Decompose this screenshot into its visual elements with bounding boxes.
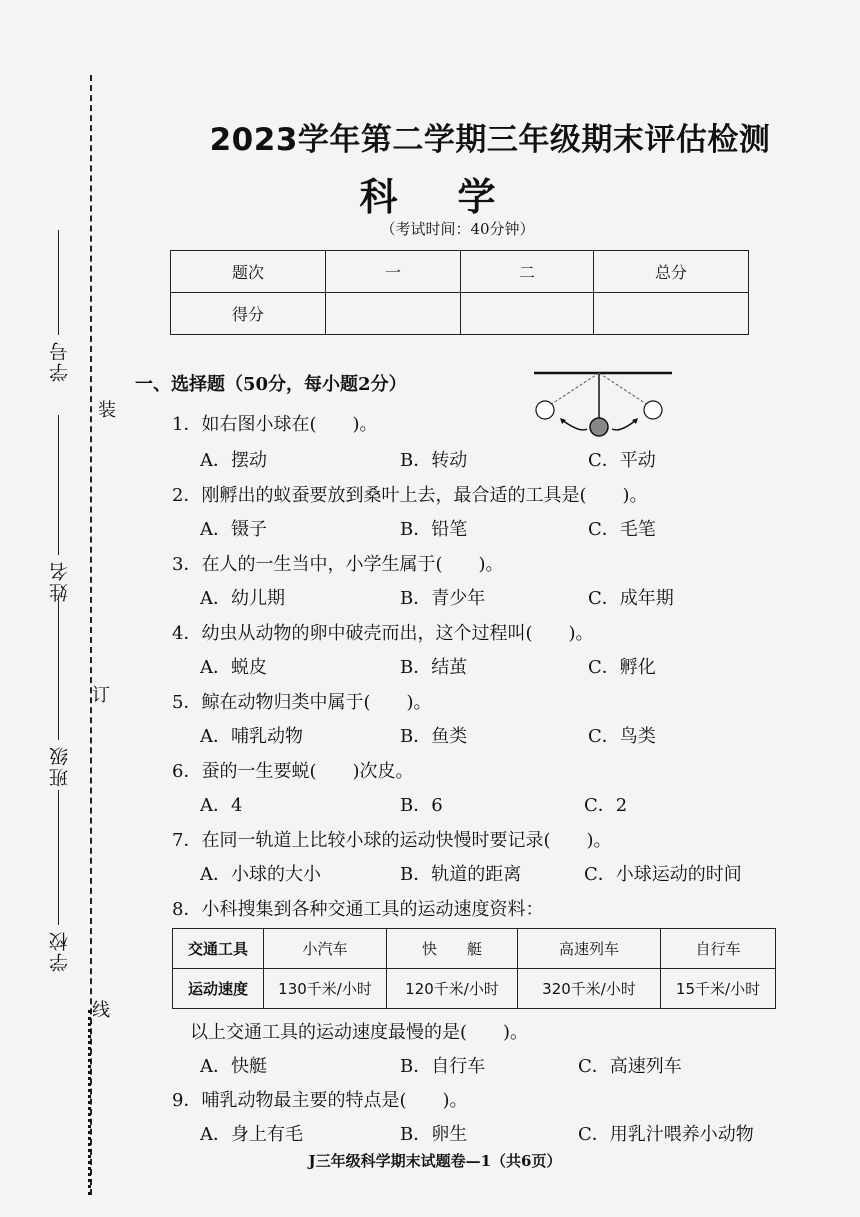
question-8-prompt: 以上交通工具的运动速度最慢的是( )。: [190, 1022, 529, 1043]
question-5-stem: 5．鲸在动物归类中属于( )。: [172, 692, 432, 713]
exam-time: （考试时间：40分钟）: [380, 220, 535, 238]
question-1-stem: 1．如右图小球在( )。: [172, 414, 378, 435]
question-7-option-a[interactable]: A．小球的大小: [200, 864, 321, 885]
pendulum-figure: [532, 365, 674, 440]
question-6-option-c[interactable]: C．2: [584, 795, 628, 816]
question-3-stem: 3．在人的一生当中，小学生属于( )。: [172, 554, 504, 575]
question-9-option-b[interactable]: B．卵生: [400, 1124, 468, 1145]
exam-title: 2023学年第二学期三年级期末评估检测: [209, 122, 771, 158]
section-heading: 一、选择题（50分，每小题2分）: [135, 374, 407, 395]
question-9-option-a[interactable]: A．身上有毛: [200, 1124, 303, 1145]
speed-value-cell: 320千米/小时: [518, 969, 661, 1009]
score-header-cell: 题次: [171, 251, 326, 293]
speed-header-cell: 小汽车: [264, 929, 387, 969]
speed-header-cell: 交通工具: [173, 929, 264, 969]
question-2-option-b[interactable]: B．铅笔: [400, 519, 468, 540]
question-4-option-b[interactable]: B．结茧: [400, 657, 468, 678]
question-7-option-b[interactable]: B．轨道的距离: [400, 864, 522, 885]
speed-value-cell: 130千米/小时: [264, 969, 387, 1009]
question-8-stem: 8．小科搜集到各种交通工具的运动速度资料：: [172, 899, 544, 920]
score-header-cell: 二: [461, 251, 594, 293]
score-table-score-row: [171, 293, 749, 335]
question-9-stem: 9．哺乳动物最主要的特点是( )。: [172, 1090, 468, 1111]
question-1-option-b[interactable]: B．转动: [400, 450, 468, 471]
speed-header-cell: 快 艇: [387, 929, 518, 969]
question-8-option-c[interactable]: C．高速列车: [578, 1056, 682, 1077]
question-8-option-b[interactable]: B．自行车: [400, 1056, 486, 1077]
question-4-option-c[interactable]: C．孵化: [588, 657, 656, 678]
class-blank[interactable]: [58, 600, 59, 740]
speed-row-label: 运动速度: [173, 969, 264, 1009]
question-4-stem: 4．幼虫从动物的卵中破壳而出，这个过程叫( )。: [172, 623, 594, 644]
page-footer: J三年级科学期末试题卷—1（共6页）: [308, 1152, 562, 1170]
speed-value-cell: 120千米/小时: [387, 969, 518, 1009]
binding-mark-xian: 线: [89, 1000, 110, 1018]
student-id-label: 学号: [49, 340, 71, 382]
question-7-stem: 7．在同一轨道上比较小球的运动快慢时要记录( )。: [172, 830, 612, 851]
question-2-option-a[interactable]: A．镊子: [200, 519, 267, 540]
question-3-option-a[interactable]: A．幼儿期: [200, 588, 285, 609]
score-cell-part2[interactable]: [461, 293, 594, 335]
subject-title: 科学: [359, 175, 556, 219]
name-blank[interactable]: [58, 415, 59, 555]
speed-table-value-row: [173, 969, 776, 1009]
speed-table-header-row: [173, 929, 776, 969]
question-3-option-c[interactable]: C．成年期: [588, 588, 674, 609]
question-6-option-b[interactable]: B．6: [400, 795, 443, 816]
score-table-header-row: [171, 251, 749, 293]
speed-value-cell: 15千米/小时: [661, 969, 776, 1009]
speed-header-cell: 高速列车: [518, 929, 661, 969]
question-9-option-c[interactable]: C．用乳汁喂养小动物: [578, 1124, 754, 1145]
binding-mark-zhuang: 装: [95, 400, 116, 418]
question-7-option-c[interactable]: C．小球运动的时间: [584, 864, 742, 885]
speed-header-cell: 自行车: [661, 929, 776, 969]
score-table: [170, 250, 749, 335]
question-3-option-b[interactable]: B．青少年: [400, 588, 486, 609]
question-2-stem: 2．刚孵出的蚁蚕要放到桑叶上去，最合适的工具是( )。: [172, 485, 648, 506]
score-cell-part1[interactable]: [326, 293, 461, 335]
question-1-option-c[interactable]: C．平动: [588, 450, 656, 471]
question-8-option-a[interactable]: A．快艇: [200, 1056, 267, 1077]
student-id-blank[interactable]: [58, 230, 59, 335]
score-header-cell: 一: [326, 251, 461, 293]
score-header-cell: 总分: [594, 251, 749, 293]
score-cell-total[interactable]: [594, 293, 749, 335]
question-5-option-b[interactable]: B．鱼类: [400, 726, 468, 747]
question-5-option-a[interactable]: A．哺乳动物: [200, 726, 303, 747]
binding-mark-ding: 订: [89, 685, 110, 703]
school-blank[interactable]: [58, 790, 59, 925]
question-2-option-c[interactable]: C．毛笔: [588, 519, 656, 540]
question-6-option-a[interactable]: A．4: [200, 795, 243, 816]
question-4-option-a[interactable]: A．蜕皮: [200, 657, 267, 678]
class-label: 班级: [49, 745, 71, 787]
question-5-option-c[interactable]: C．鸟类: [588, 726, 656, 747]
school-label: 学校: [49, 930, 71, 972]
name-label: 姓名: [49, 560, 71, 602]
question-1-option-a[interactable]: A．摆动: [200, 450, 267, 471]
speed-table: [172, 928, 776, 1009]
score-row-label: 得分: [171, 293, 326, 335]
question-6-stem: 6．蚕的一生要蜕( )次皮。: [172, 761, 414, 782]
